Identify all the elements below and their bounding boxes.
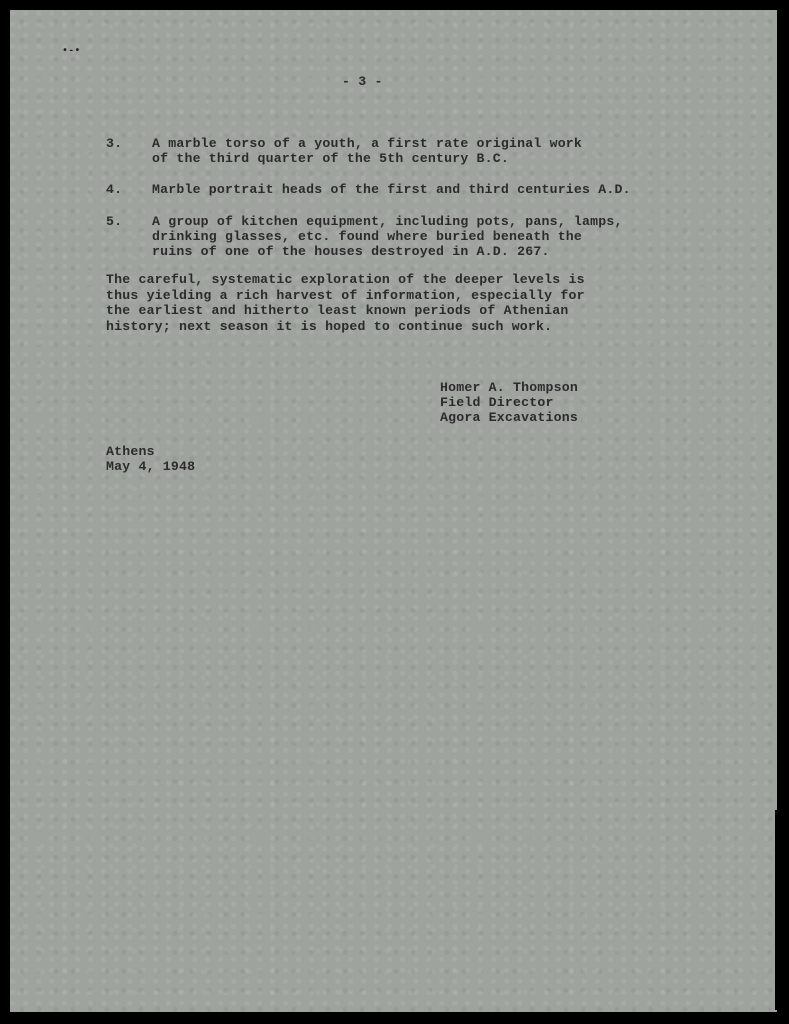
list-item-number: 3. <box>106 136 123 151</box>
list-item-number: 4. <box>106 182 123 197</box>
list-item-4 <box>106 182 631 197</box>
text-line: Marble portrait heads of the first and third centuries A.D. <box>152 182 631 197</box>
text-line: of the third quarter of the 5th century B.C. <box>152 151 510 166</box>
text-line: The careful, systematic exploration of the deeper levels is <box>106 272 585 287</box>
text-line: ruins of one of the houses destroyed in A.D. 267. <box>152 244 550 259</box>
text-line: drinking glasses, etc. found where buried beneath the <box>152 229 583 244</box>
text-line: history; next season it is hoped to continue such work. <box>106 318 553 334</box>
list-item-5 <box>106 214 623 259</box>
corner-mark: •-• <box>62 46 81 57</box>
list-item-text <box>152 136 582 166</box>
text-line: the earliest and hitherto least known periods of Athenian <box>106 303 569 318</box>
body-paragraph <box>106 272 585 334</box>
list-item-text <box>152 214 623 259</box>
date: May 4, 1948 <box>106 459 196 474</box>
text-line: thus yielding a rich harvest of information, especially for <box>106 287 585 303</box>
page-number: - 3 - <box>342 74 383 89</box>
text-line: A group of kitchen equipment, including pots, pans, lamps, <box>152 214 623 229</box>
document-page <box>10 10 777 1012</box>
list-item-3 <box>106 136 582 166</box>
signature-block <box>440 380 578 425</box>
place-date-block <box>106 444 195 474</box>
signer-organization: Agora Excavations <box>440 410 578 425</box>
place: Athens <box>106 444 155 459</box>
signer-name: Homer A. Thompson <box>440 380 578 395</box>
signer-title: Field Director <box>440 395 554 410</box>
text-line: A marble torso of a youth, a first rate original work <box>152 136 583 151</box>
list-item-number: 5. <box>106 214 123 229</box>
list-item-text <box>152 182 631 197</box>
